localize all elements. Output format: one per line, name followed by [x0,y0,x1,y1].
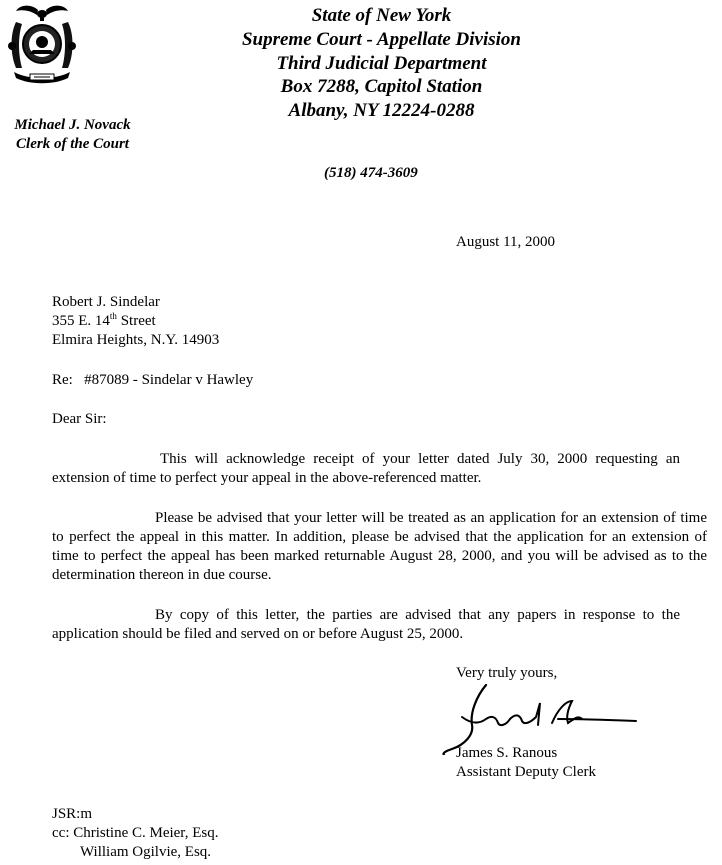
clerk-block [5,116,140,154]
body-paragraph-2: Please be advised that your letter will be treated as an application for an extension of time to perfect the appeal in this matter. In addition, please be advised that the application for an extension of time to perfect the appeal has been marked returnable August 28, 2000, and you will be advised as to the determination thereon in due course. [52,510,707,583]
recipient-name: Robert J. Sindelar [52,294,160,310]
body-paragraph-1: This will acknowledge receipt of your letter dated July 30, 2000 requesting an extension of time to perfect your appeal in the above-referenced matter. [52,451,680,486]
typist-initials: JSR:m [52,806,93,822]
clerk-name: Michael J. Novack [14,117,131,133]
cc-line-2: William Ogilvie, Esq. [80,844,212,860]
closing: Very truly yours, [456,665,558,681]
phone-number: (518) 474-3609 [324,165,418,181]
clerk-title: Clerk of the Court [16,136,129,152]
state-seal-icon [4,2,80,86]
letterhead-line-1: State of New York [311,5,452,26]
letterhead-line-4: Box 7288, Capitol Station [280,76,483,97]
re-line: Re: #87089 - Sindelar v Hawley [52,372,254,388]
salutation: Dear Sir: [52,411,107,427]
signer-title: Assistant Deputy Clerk [456,764,596,780]
letterhead-line-5: Albany, NY 12224-0288 [288,100,475,121]
recipient-city: Elmira Heights, N.Y. 14903 [52,332,220,348]
letter-date: August 11, 2000 [456,234,556,250]
recipient-street: 355 E. 14th Street [52,311,156,329]
signer-name: James S. Ranous [456,745,558,761]
body-paragraph-3: By copy of this letter, the parties are advised that any papers in response to the application should be filed and served on or before August 25, 2000. [52,607,680,642]
letterhead-line-2: Supreme Court - Appellate Division [241,29,522,50]
recipient-address [52,293,219,350]
letterhead-line-3: Third Judicial Department [276,53,487,74]
cc-line-1: cc: Christine C. Meier, Esq. [52,825,219,841]
signer-block [456,744,596,782]
footer-block [52,805,218,862]
